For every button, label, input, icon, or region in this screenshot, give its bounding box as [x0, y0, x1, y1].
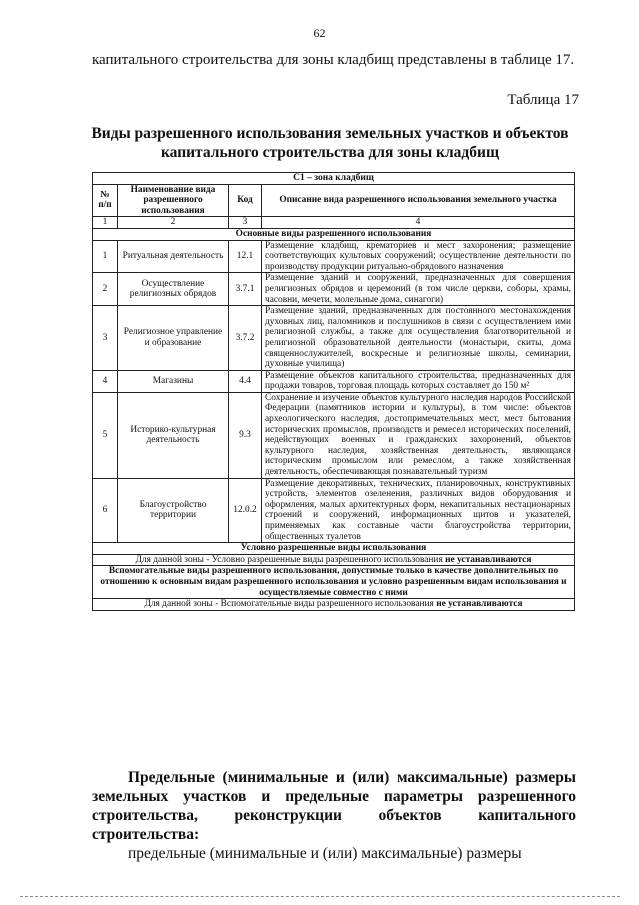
- row-code: 3.7.1: [229, 273, 262, 306]
- table-row: [93, 273, 575, 306]
- table-title: Виды разрешенного использования земельных участков и объектов капитального строительства для зоны кладбищ: [91, 125, 569, 161]
- index-cell: 3: [229, 217, 262, 229]
- row-name: Благоустройство территории: [118, 478, 229, 543]
- row-code: 12.0.2: [229, 478, 262, 543]
- auxiliary-section-heading: Вспомогательные виды разрешенного использования, допустимые только в качестве дополнительных по отношению к основным видам разрешенного использования и условно разрешенным видам использования и осуществляемые совместно с ними: [93, 566, 575, 599]
- table-row: [93, 392, 575, 478]
- row-num: 5: [93, 392, 118, 478]
- index-cell: 1: [93, 217, 118, 229]
- row-desc: Размещение кладбищ, крематориев и мест захоронения; размещение соответствующих культовых сооружений; осуществление деятельности по производству продукции ритуально-обрядового назначения: [262, 240, 575, 273]
- row-num: 2: [93, 273, 118, 306]
- conditional-section-heading: Условно разрешенные виды использования: [93, 543, 575, 555]
- table-row: [93, 478, 575, 543]
- header-num: № п/п: [93, 184, 118, 217]
- outro-paragraph: [92, 768, 576, 863]
- header-desc: Описание вида разрешенного использования земельного участка: [262, 184, 575, 217]
- index-cell: 4: [262, 217, 575, 229]
- main-section-heading: Основные виды разрешенного использования: [93, 228, 575, 240]
- page-number: 62: [313, 26, 326, 40]
- conditional-note-bold: не устанавливаются: [445, 554, 532, 565]
- header-name: Наименование вида разрешенного использования: [118, 184, 229, 217]
- row-code: 4.4: [229, 370, 262, 392]
- row-desc: Размещение зданий, предназначенных для постоянного местонахождения духовных лиц, паломников и послушников в связи с осуществлением ими религиозной службы, а также для осуществления благотворительной и религиозной образовательной деятельности (монастыри, скиты, дома священнослужителей, воскресные и религиозные школы, семинарии, духовные училища): [262, 306, 575, 371]
- row-name: Осуществление религиозных обрядов: [118, 273, 229, 306]
- table-row: [93, 306, 575, 371]
- row-code: 9.3: [229, 392, 262, 478]
- row-code: 12.1: [229, 240, 262, 273]
- row-num: 4: [93, 370, 118, 392]
- outro-bold-text: Предельные (минимальные и (или) максимальные) размеры земельных участков и предельные параметры разрешенного строительства, реконструкции объектов капитального строительства:: [92, 769, 576, 843]
- intro-text: капитального строительства для зоны кладбищ представлены в таблице 17.: [92, 52, 575, 68]
- auxiliary-note-text: Для данной зоны - Вспомогательные виды разрешенного использования: [144, 599, 434, 610]
- row-desc: Размещение объектов капитального строительства, предназначенных для продажи товаров, торговая площадь которых составляет до 150 м²: [262, 370, 575, 392]
- auxiliary-note: [93, 599, 575, 611]
- row-name: Историко-культурная деятельность: [118, 392, 229, 478]
- row-desc: Размещение декоративных, технических, планировочных, конструктивных устройств, элементов озеленения, различных видов оборудования и оформления, малых архитектурных форм, некапитальных нестационарных строений и сооружений, информационных щитов и указателей, применяемых как составные части благоустройства территории, общественных туалетов: [262, 478, 575, 543]
- row-desc: Сохранение и изучение объектов культурного наследия народов Российской Федерации (памятников истории и культуры), в том числе: объектов археологического наследия, достопримечательных мест, мест бытования исторических промыслов, производств и ремесел исторических поселений, недействующих военных и гражданских захоронений, объектов культурного наследия, хозяйственная деятельность, являющаяся историческим промыслом или ремеслом, а также хозяйственная деятельность, обеспечивающая познавательный туризм: [262, 392, 575, 478]
- header-row: [93, 184, 575, 217]
- table-caption: Таблица 17: [507, 92, 579, 108]
- index-cell: 2: [118, 217, 229, 229]
- row-num: 6: [93, 478, 118, 543]
- outro-continuation: предельные (минимальные и (или) максимальные) размеры: [128, 845, 522, 862]
- row-desc: Размещение зданий и сооружений, предназначенных для совершения религиозных обрядов и церемоний (в том числе церкви, соборы, храмы, часовни, мечети, молельные дома, синагоги): [262, 273, 575, 306]
- table-row: [93, 370, 575, 392]
- row-code: 3.7.2: [229, 306, 262, 371]
- permitted-use-table: [92, 172, 575, 611]
- zone-name: С1 – зона кладбищ: [93, 173, 575, 185]
- row-name: Религиозное управление и образование: [118, 306, 229, 371]
- conditional-note: [93, 554, 575, 566]
- header-code: Код: [229, 184, 262, 217]
- row-num: 3: [93, 306, 118, 371]
- row-name: Ритуальная деятельность: [118, 240, 229, 273]
- footer-divider: [20, 896, 620, 897]
- auxiliary-note-bold: не устанавливаются: [436, 599, 523, 610]
- row-num: 1: [93, 240, 118, 273]
- conditional-note-text: Для данной зоны - Условно разрешенные виды разрешенного использования: [135, 554, 443, 565]
- row-name: Магазины: [118, 370, 229, 392]
- table-row: [93, 240, 575, 273]
- index-row: [93, 217, 575, 229]
